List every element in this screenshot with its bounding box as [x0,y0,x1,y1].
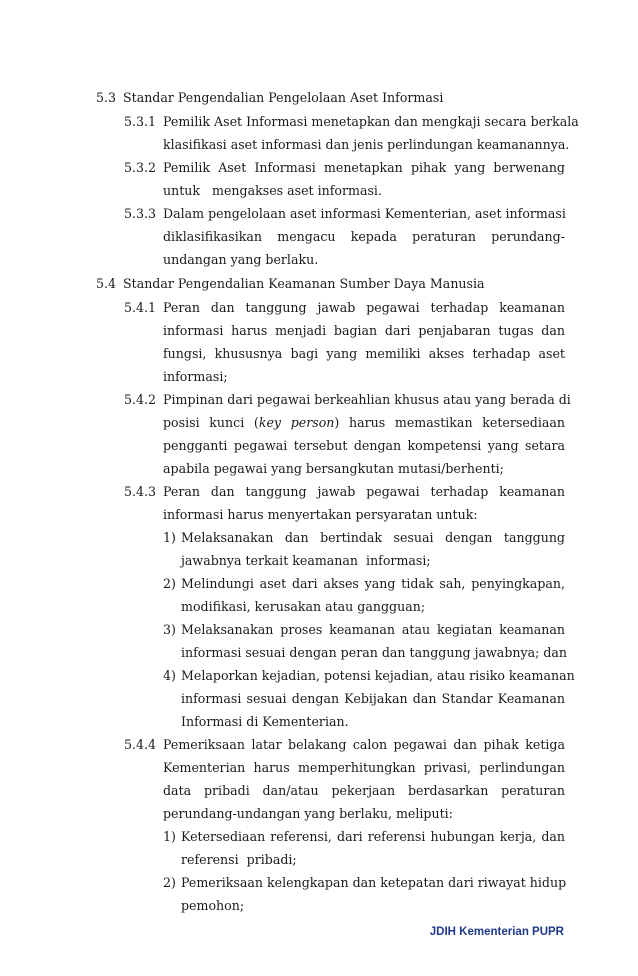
item-line: Peran dan tanggung jawab pegawai terhadap keamanan [163,484,565,499]
item-number: 5.3.3 [124,206,157,221]
list-line: referensi pribadi; [181,852,297,867]
list-line: Ketersediaan referensi, dari referensi hubungan kerja, dan [181,829,565,844]
item-line: pengganti pegawai tersebut dengan kompetensi yang setara [163,438,565,453]
item-line: Dalam pengelolaan aset informasi Kementerian, aset informasi [163,206,566,221]
item-line: untuk mengakses aset informasi. [163,183,382,198]
text-run: posisi kunci ( [163,415,259,430]
list-number: 1) [163,530,176,545]
item-number: 5.4.1 [124,300,157,315]
list-line: informasi sesuai dengan peran dan tanggung jawabnya; dan [181,645,568,660]
list-number: 2) [163,576,176,591]
section-heading [96,276,485,291]
list-number: 1) [163,829,176,844]
section-heading [96,90,443,105]
list-line: Melindungi aset dari akses yang tidak sah, penyingkapan, [181,576,565,591]
item-line: data pribadi dan/atau pekerjaan berdasarkan peraturan [163,783,565,798]
section-number: 5.4 [96,276,117,291]
item-number: 5.4.2 [124,392,157,407]
item-number: 5.3.2 [124,160,157,175]
list-number: 4) [163,668,176,683]
list-number: 3) [163,622,176,637]
item-line: fungsi, khususnya bagi yang memiliki akses terhadap aset [163,346,565,361]
item-line: undangan yang berlaku. [163,252,319,267]
list-line: Melaksanakan proses keamanan atau kegiatan keamanan [181,622,565,637]
item-line: apabila pegawai yang bersangkutan mutasi/berhenti; [163,461,504,476]
item-number: 5.4.4 [124,737,157,752]
item-line: klasifikasi aset informasi dan jenis perlindungan keamanannya. [163,137,570,152]
footer-source-label: JDIH Kementerian PUPR [429,926,564,938]
list-line: Melaporkan kejadian, potensi kejadian, atau risiko keamanan [181,668,575,683]
section-title: Standar Pengendalian Keamanan Sumber Daya Manusia [123,276,485,291]
item-number: 5.3.1 [124,114,157,129]
list-line: Melaksanakan dan bertindak sesuai dengan tanggung [181,530,565,545]
list-line: Pemeriksaan kelengkapan dan ketepatan dari riwayat hidup [181,875,567,890]
item-line: Pemeriksaan latar belakang calon pegawai dan pihak ketiga [163,737,565,752]
item-line: informasi harus menjadi bagian dari penjabaran tugas dan [163,323,565,338]
item-line: Peran dan tanggung jawab pegawai terhadap keamanan [163,300,565,315]
section-title: Standar Pengendalian Pengelolaan Aset Informasi [123,90,444,105]
item-line: Kementerian harus memperhitungkan privasi, perlindungan [163,760,565,775]
italic-term: key person [258,415,335,430]
item-line: Pimpinan dari pegawai berkeahlian khusus atau yang berada di [163,392,571,407]
section-number: 5.3 [96,90,117,105]
item-line: diklasifikasikan mengacu kepada peraturan perundang- [163,229,565,244]
item-line: informasi harus menyertakan persyaratan untuk: [163,507,478,522]
item-number: 5.4.3 [124,484,157,499]
list-line: Informasi di Kementerian. [181,714,349,729]
list-number: 2) [163,875,176,890]
item-line: perundang-undangan yang berlaku, meliputi: [163,806,453,821]
item-line: Pemilik Aset Informasi menetapkan pihak yang berwenang [163,160,565,175]
list-line: informasi sesuai dengan Kebijakan dan Standar Keamanan [181,691,565,706]
text-run: ) harus memastikan ketersediaan [334,415,565,430]
list-line: jawabnya terkait keamanan informasi; [181,553,431,568]
list-line: modifikasi, kerusakan atau gangguan; [181,599,426,614]
item-line [163,415,565,430]
item-line: Pemilik Aset Informasi menetapkan dan mengkaji secara berkala [163,114,579,129]
item-line: informasi; [163,369,228,384]
list-line: pemohon; [181,898,245,913]
